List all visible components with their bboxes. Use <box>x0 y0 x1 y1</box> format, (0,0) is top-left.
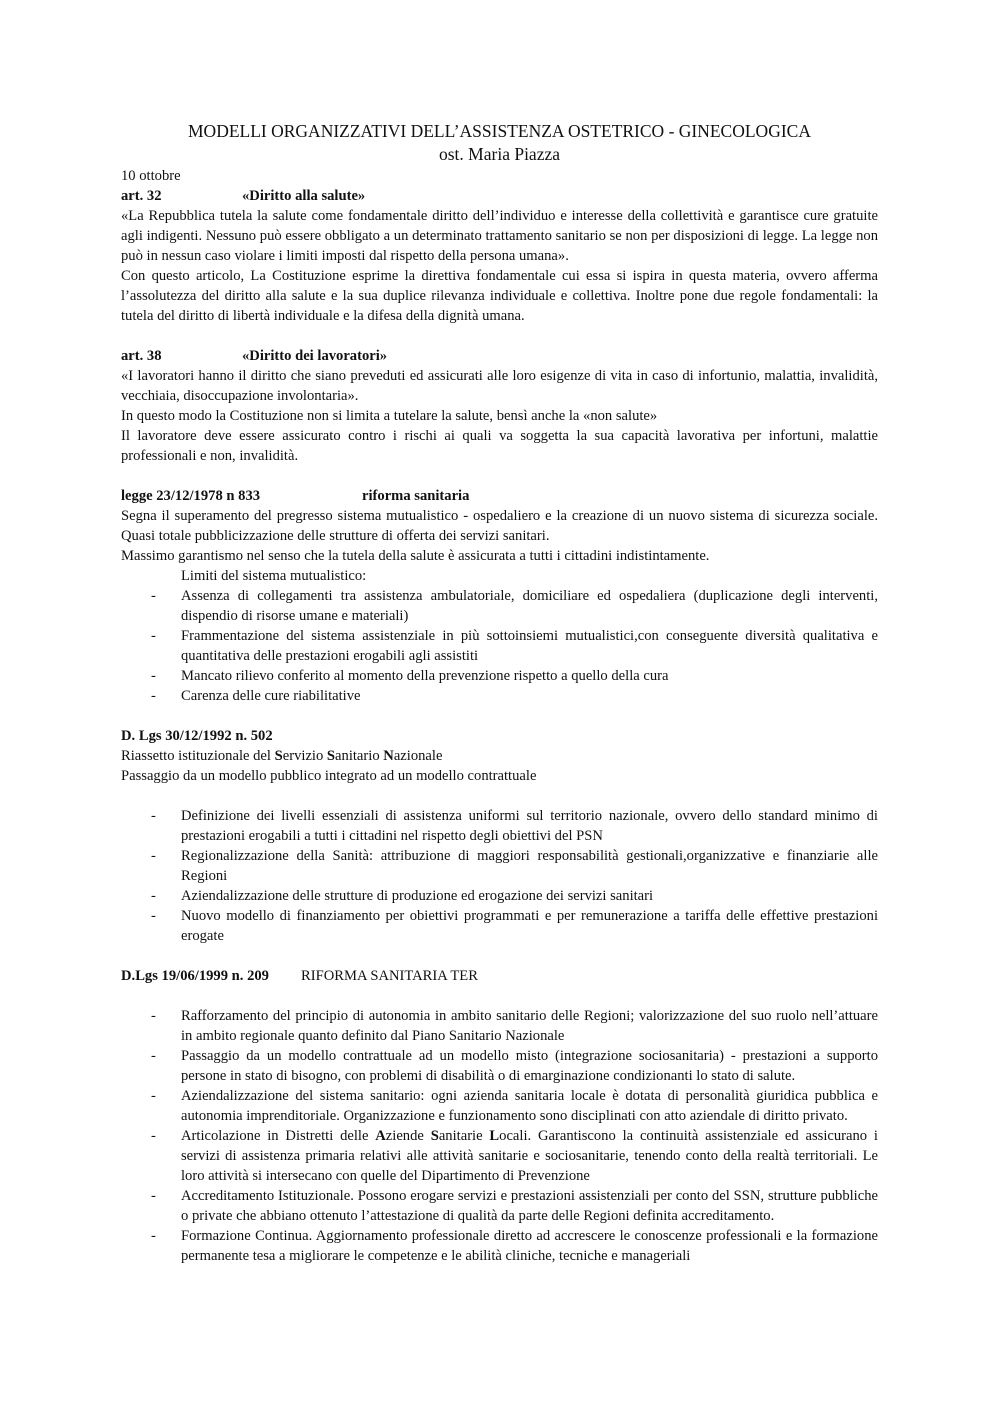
list-item: - Nuovo modello di finanziamento per obiettivi programmati e per remunerazione a tariffa delle effettive prestazioni erogate <box>151 908 878 944</box>
list-item: - Passaggio da un modello contrattuale ad un modello misto (integrazione sociosanitaria) - prestazioni a supporto persone in stato di bisogno, con problemi di disabilità o di emarginazione condizionanti lo stato di salute. <box>151 1048 878 1084</box>
art38-quote: «I lavoratori hanno il diritto che siano preveduti ed assicurati alle loro esigenze di vita in caso di infortunio, malattia, invalidità, vecchiaia, disoccupazione involontaria». <box>121 368 878 404</box>
legge833-number: legge 23/12/1978 n 833 <box>121 488 261 504</box>
dlgs502-list <box>121 806 878 946</box>
document-page <box>121 120 878 1266</box>
legge833-paragraph-2: Massimo garantismo nel senso che la tutela della salute è assicurata a tutti i cittadini indistintamente. <box>121 548 710 564</box>
art38-number: art. 38 <box>121 348 162 364</box>
list-item: - Formazione Continua. Aggiornamento professionale diretto ad accrescere le conoscenze professionali e la formazione permanente tesa a migliorare le competenze e le abilità cliniche, tecniche e manageriali <box>151 1228 878 1264</box>
art32-quote: «La Repubblica tutela la salute come fondamentale diritto dell’individuo e interesse della collettività e garantisce cure gratuite agli indigenti. Nessuno può essere obbligato a un determinato trattamento sanitario se non per disposizioni di legge. La legge non può in nessun caso violare i limiti imposti dal rispetto della persona umana». <box>121 208 878 264</box>
art32-title: «Diritto alla salute» <box>242 188 366 204</box>
dlgs229-heading <box>121 966 878 986</box>
dlgs502-heading <box>121 726 878 746</box>
list-item: - Articolazione in Distretti delle Aziende Sanitarie Locali. Garantiscono la continuità assistenziale ed assicurano i servizi di assistenza primaria relativi alle attività sanitarie e sociosanitarie, tenendo conto della realtà territoriali. Le loro attività si intersecano con quelle del Dipartimento di Prevenzione <box>151 1128 878 1184</box>
art38-comment-2: Il lavoratore deve essere assicurato contro i rischi ai quali va soggetta la sua capacità lavorativa per infortuni, malattie professionali e non, invalidità. <box>121 428 878 464</box>
legge833-paragraph: Segna il superamento del pregresso sistema mutualistico - ospedaliero e la creazione di un nuovo sistema di sicurezza sociale. Quasi totale pubblicizzazione delle strutture di offerta dei servizi sanitari. <box>121 508 878 544</box>
list-item: - Accreditamento Istituzionale. Possono erogare servizi e prestazioni assistenziali per conto del SSN, strutture pubbliche o private che abbiano ottenuto l’attestazione di qualità da parte delle Regioni definita accreditamento. <box>151 1188 878 1224</box>
list-item: - Aziendalizzazione del sistema sanitario: ogni azienda sanitaria locale è dotata di personalità giuridica pubblica e autonomia imprenditoriale. Organizzazione e funzionamento sono disciplinati con atto aziendale di diritto privato. <box>151 1088 878 1124</box>
list-item: - Definizione dei livelli essenziali di assistenza uniformi sul territorio nazionale, ovvero dello standard minimo di prestazioni erogabili a tutti i cittadini nel rispetto degli obiettivi del PSN <box>151 808 878 844</box>
document-date: 10 ottobre <box>121 168 181 184</box>
list-item: - Rafforzamento del principio di autonomia in ambito sanitario delle Regioni; valorizzazione del suo ruolo nell’attuare in ambito regionale quanto definito dal Piano Sanitario Nazionale <box>151 1008 878 1044</box>
list-item: - Assenza di collegamenti tra assistenza ambulatoriale, domiciliare ed ospedaliera (duplicazione degli interventi, dispendio di risorse umane e materiali) <box>151 588 878 624</box>
legge833-title: riforma sanitaria <box>362 488 470 504</box>
dlgs502-number: D. Lgs 30/12/1992 n. 502 <box>121 728 273 744</box>
legge833-heading <box>121 486 878 506</box>
dlgs502-paragraph: Riassetto istituzionale del Servizio Sanitario Nazionale <box>121 748 443 764</box>
art32-heading <box>121 186 878 206</box>
art38-heading <box>121 346 878 366</box>
art38-title: «Diritto dei lavoratori» <box>242 348 388 364</box>
art38-comment: In questo modo la Costituzione non si limita a tutelare la salute, bensì anche la «non salute» <box>121 408 658 424</box>
art32-comment: Con questo articolo, La Costituzione esprime la direttiva fondamentale cui essa si ispira in questa materia, ovvero afferma l’assolutezza del diritto alla salute e la sua duplice rilevanza individuale e collettiva. Inoltre pone due regole fondamentali: la tutela del diritto di libertà individuale e la difesa della dignità umana. <box>121 268 878 324</box>
list-item: - Carenza delle cure riabilitative <box>151 688 361 704</box>
dlgs229-number: D.Lgs 19/06/1999 n. 209 <box>121 968 269 984</box>
legge833-limits-list <box>121 586 878 706</box>
dlgs229-list <box>121 1006 878 1266</box>
legge833-limits-label: Limiti del sistema mutualistico: <box>181 568 367 584</box>
list-item: - Mancato rilievo conferito al momento della prevenzione rispetto a quello della cura <box>151 668 669 684</box>
document-title: MODELLI ORGANIZZATIVI DELL’ASSISTENZA OSTETRICO - GINECOLOGICA <box>188 121 811 141</box>
list-item: - Frammentazione del sistema assistenziale in più sottoinsiemi mutualistici,con conseguente diversità qualitativa e quantitativa delle prestazioni erogabili agli assistiti <box>151 628 878 664</box>
dlgs502-paragraph-2: Passaggio da un modello pubblico integrato ad un modello contrattuale <box>121 768 537 784</box>
document-author: ost. Maria Piazza <box>439 144 560 164</box>
list-item: - Aziendalizzazione delle strutture di produzione ed erogazione dei servizi sanitari <box>151 888 654 904</box>
art32-number: art. 32 <box>121 188 162 204</box>
dlgs229-title: RIFORMA SANITARIA TER <box>301 968 478 984</box>
list-item: - Regionalizzazione della Sanità: attribuzione di maggiori responsabilità gestionali,organizzative e finanziarie alle Regioni <box>151 848 878 884</box>
